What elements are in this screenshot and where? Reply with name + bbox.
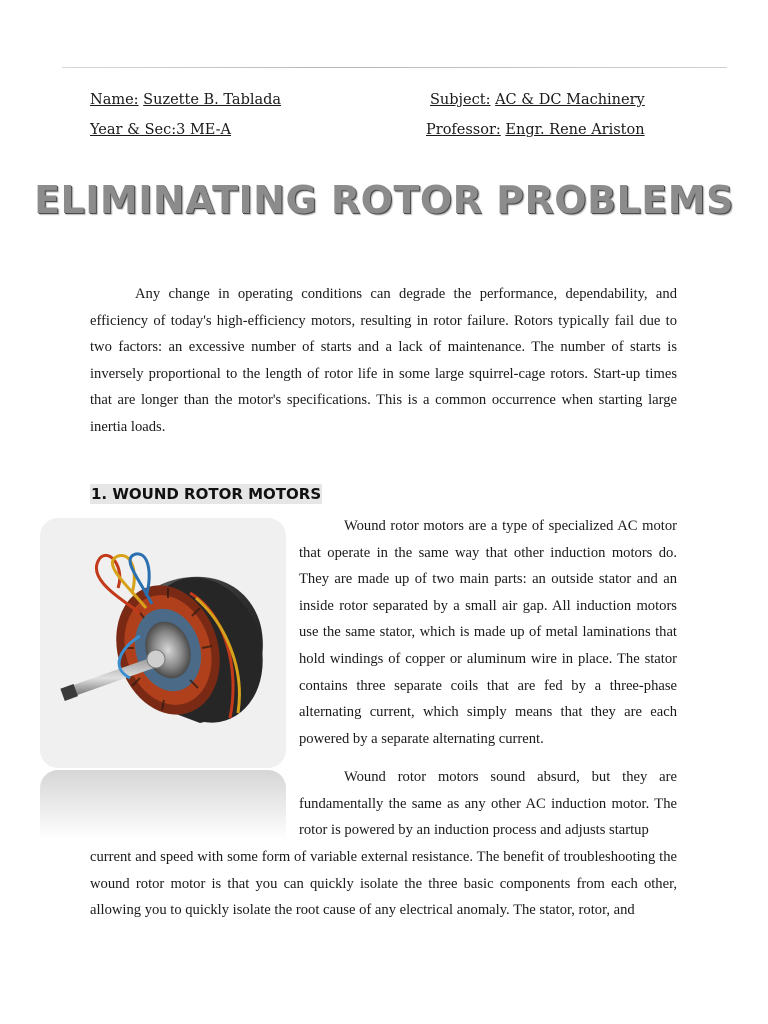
- year-section: Year & Sec:3 ME-A: [90, 122, 232, 138]
- student-name: Name: Suzette B. Tablada: [90, 92, 282, 108]
- wound-rotor-motor-icon: [40, 518, 286, 768]
- professor: Professor: Engr. Rene Ariston: [426, 122, 645, 138]
- intro-paragraph: Any change in operating conditions can degrade the performance, dependability, and efficiency of today's high-efficiency motors, resulting in rotor failure. Rotors typically fail due to two factors: an excessive number of starts and a lack of maintenance. The number of starts is inversely proportional to the length of rotor life in some large squirrel-cage rotors. Start-up times that are longer than the motor's specifications. This is a common occurrence when starting large inertia loads.: [90, 286, 677, 435]
- page-title: ELIMINATING ROTOR PROBLEMS: [34, 178, 734, 222]
- wound-rotor-paragraph-2-continued: current and speed with some form of variable external resistance. The benefit of troubleshooting the wound rotor motor is that you can quickly isolate the three basic components from each other, allowing you to quickly isolate the root cause of any electrical anomaly. The stator, rotor, and: [90, 849, 677, 919]
- wound-rotor-paragraph-1: Wound rotor motors are a type of specialized AC motor that operate in the same way that other induction motors do. They are made up of two main parts: an outside stator and an inside rotor separated by a small air gap. All induction motors use the same stator, which is made up of metal laminations that hold windings of copper or aluminum wire in place. The stator contains three separate coils that are fed by a three-phase alternating current, which simply means that they are each powered by a separate alternating current.: [299, 518, 677, 747]
- wound-rotor-paragraph-2-start: Wound rotor motors sound absurd, but they are fundamentally the same as any other AC induction motor. The rotor is powered by an induction process and adjusts startup: [299, 769, 677, 839]
- section-heading-wound-rotor: 1. WOUND ROTOR MOTORS: [91, 485, 322, 503]
- subject: Subject: AC & DC Machinery: [430, 92, 645, 108]
- top-divider: [62, 67, 727, 68]
- image-reflection: [40, 770, 286, 840]
